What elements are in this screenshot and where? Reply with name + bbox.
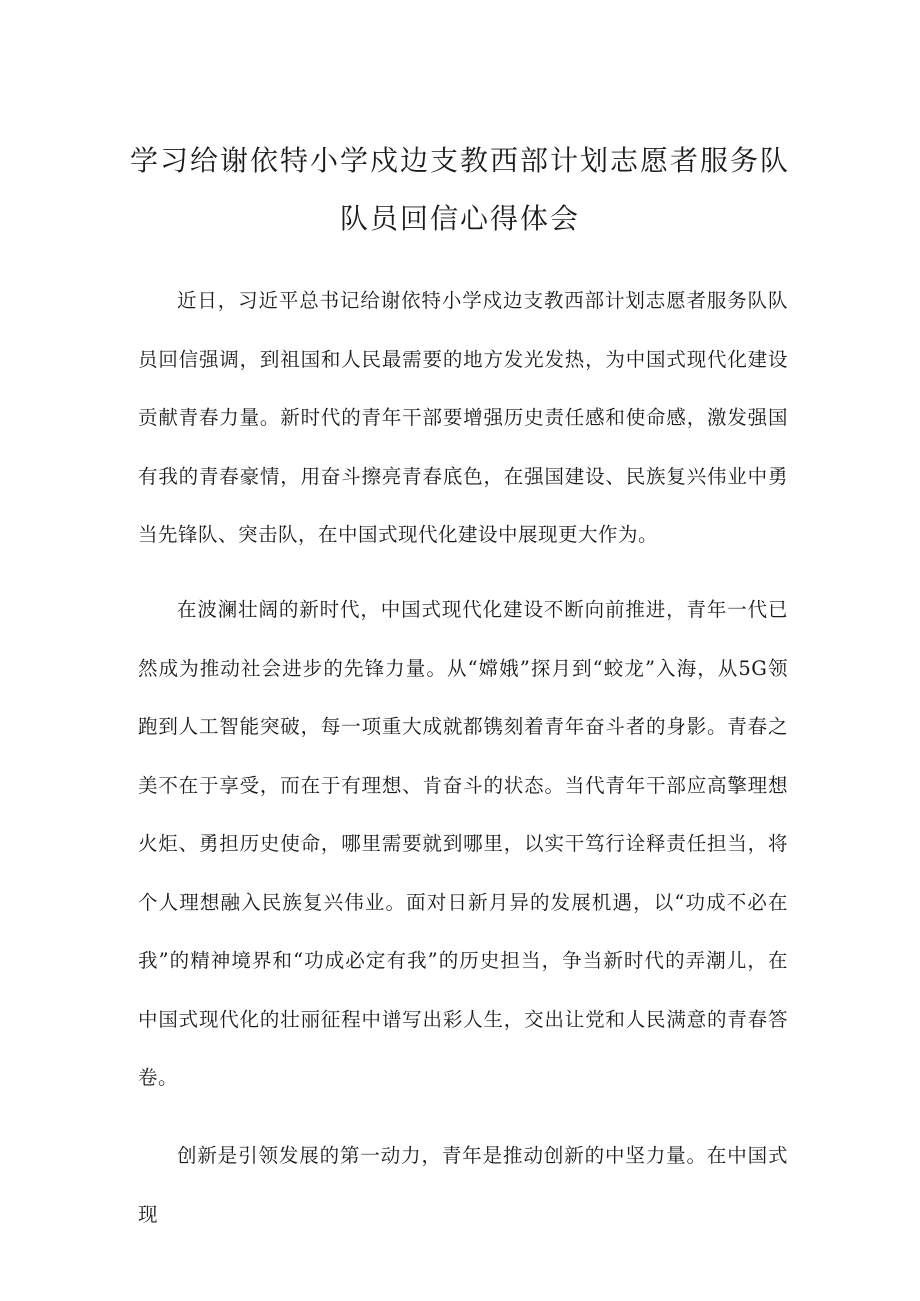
paragraph-2: 在波澜壮阔的新时代，中国式现代化建设不断向前推进，青年一代已然成为推动社会进步的先锋力量。从“嫦娥”探月到“蛟龙”入海，从5G领跑到人工智能突破，每一项重大成就都镌刻着青年奋斗者的身影。青春之美不在于享受，而在于有理想、肯奋斗的状态。当代青年干部应高擎理想火炬、勇担历史使命，哪里需要就到哪里，以实干笃行诠释责任担当，将个人理想融入民族复兴伟业。面对日新月异的发展机遇，以“功成不必在我”的精神境界和“功成必定有我”的历史担当，争当新时代的弄潮儿，在中国式现代化的壮丽征程中谱写出彩人生，交出让党和人民满意的青春答卷。 [138, 598, 788, 1089]
paragraph-3: 创新是引领发展的第一动力，青年是推动创新的中坚力量。在中国式现 [138, 1144, 788, 1226]
title-line-2: 队员回信心得体会 [339, 202, 580, 235]
document-title [120, 132, 800, 248]
title-line-1: 学习给谢依特小学戍边支教西部计划志愿者服务队 [129, 144, 790, 177]
paragraph-1: 近日，习近平总书记给谢依特小学戍边支教西部计划志愿者服务队队员回信强调，到祖国和人民最需要的地方发光发热，为中国式现代化建设贡献青春力量。新时代的青年干部要增强历史责任感和使命感，激发强国有我的青春豪情，用奋斗擦亮青春底色，在强国建设、民族复兴伟业中勇当先锋队、突击队，在中国式现代化建设中展现更大作为。 [138, 289, 788, 546]
